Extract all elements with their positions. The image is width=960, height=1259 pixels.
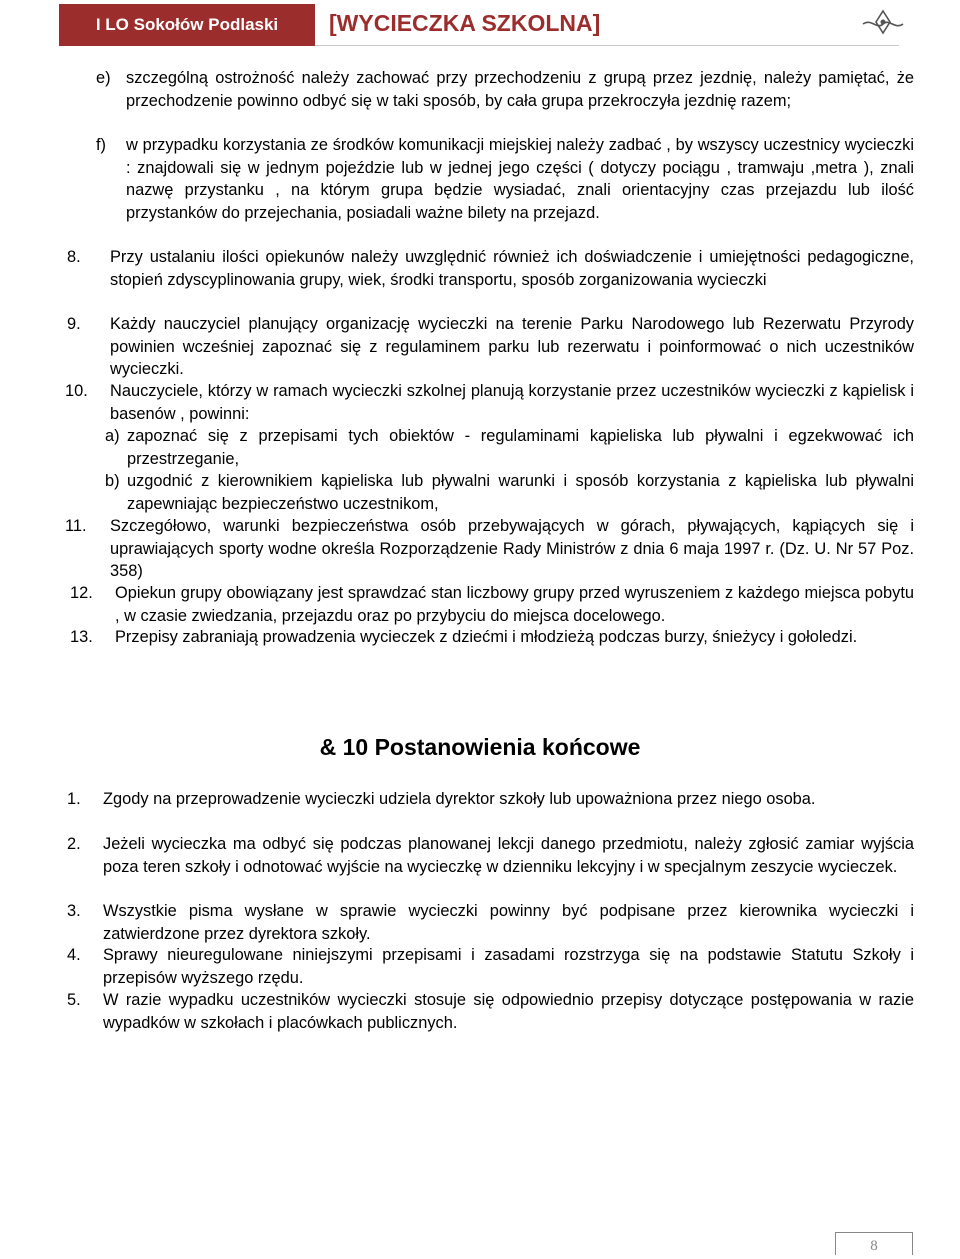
final-item-4: [67, 944, 914, 989]
rule-item-10: [65, 380, 914, 425]
rule-item-8: [67, 246, 914, 291]
rule-item-12: [70, 582, 914, 627]
item-marker: 12.: [70, 584, 93, 602]
page-header: [59, 4, 899, 46]
item-marker: 10.: [65, 382, 88, 400]
item-marker: e): [96, 69, 111, 87]
item-text: Zgody na przeprowadzenie wycieczki udziela dyrektor szkoły lub upoważniona przez niego osoba.: [103, 790, 816, 808]
rule-item-e: [96, 67, 914, 112]
item-text: Sprawy nieuregulowane niniejszymi przepisami i zasadami rozstrzyga się na podstawie Statutu Szkoły i przepisów wyższego rzędu.: [103, 946, 914, 987]
decorative-flourish-icon: [861, 8, 905, 38]
rule-item-10a: [105, 425, 914, 470]
item-marker: a): [105, 427, 120, 445]
item-marker: 4.: [67, 946, 81, 964]
item-text: Przepisy zabraniają prowadzenia wycieczek z dziećmi i młodzieżą podczas burzy, śnieżycy i gołoledzi.: [115, 628, 858, 646]
final-item-3: [67, 900, 914, 945]
final-item-5: [67, 989, 914, 1034]
rule-item-10b: [105, 470, 914, 515]
item-text: Nauczyciele, którzy w ramach wycieczki szkolnej planują korzystanie przez uczestników wycieczki z kąpielisk i basenów , powinni:: [110, 382, 914, 423]
school-name: I LO Sokołów Podlaski: [59, 4, 315, 46]
header-rule: [315, 45, 899, 46]
item-text: w przypadku korzystania ze środków komunikacji miejskiej należy zadbać , by wszyscy uczestnicy wycieczki : znajdowali się w jednym pojeździe lub w jednej jego części ( dotyczy pociągu , tramwaju ,metra ), znali nazwę przystanku , na którym grupa będzie wysiadać, znali orientacyjny czas przejazdu lub ilość przystanków do przejechania, posiadali ważne bilety na przejazd.: [126, 136, 914, 222]
item-text: Opiekun grupy obowiązany jest sprawdzać stan liczbowy grupy przed wyruszeniem z każdego miejsca pobytu , w czasie zwiedzania, przejazdu oraz po przybyciu do miejsca docelowego.: [115, 584, 914, 625]
section-heading: & 10 Postanowienia końcowe: [319, 734, 641, 760]
final-item-2: [67, 833, 914, 878]
item-text: W razie wypadku uczestników wycieczki stosuje się odpowiednio przepisy dotyczące postępowania w razie wypadków w szkołach i placówkach publicznych.: [103, 991, 914, 1032]
item-text: Jeżeli wycieczka ma odbyć się podczas planowanej lekcji danego przedmiotu, należy zgłosić zamiar wyjścia poza teren szkoły i odnotować wyjście na wycieczkę w dzienniku lekcyjny i w specjalnym zeszycie wycieczek.: [103, 835, 914, 876]
item-text: Przy ustalaniu ilości opiekunów należy uwzględnić również ich doświadczenie i umiejętności pedagogiczne, stopień zdyscyplinowania grupy, wiek, środki transportu, sposób zorganizowania wycieczki: [110, 248, 914, 289]
final-item-1: [67, 788, 914, 811]
item-marker: 8.: [67, 248, 81, 266]
item-text: uzgodnić z kierownikiem kąpieliska lub pływalni warunki i sposób korzystania z kąpieliska lub pływalni zapewniając bezpieczeństwo uczestnikom,: [127, 472, 914, 513]
document-title: [WYCIECZKA SZKOLNA]: [329, 10, 601, 36]
item-text: zapoznać się z przepisami tych obiektów - regulaminami kąpieliska lub pływalni i egzekwować ich przestrzeganie,: [127, 427, 914, 468]
item-marker: f): [96, 136, 107, 154]
item-marker: 11.: [65, 517, 87, 535]
item-marker: 13.: [70, 628, 93, 646]
page-number: 8: [835, 1232, 913, 1255]
item-marker: b): [105, 472, 120, 490]
item-marker: 5.: [67, 991, 81, 1009]
rule-item-9: [67, 313, 914, 381]
item-marker: 9.: [67, 315, 81, 333]
item-marker: 2.: [67, 835, 81, 853]
rule-item-f: [96, 134, 914, 224]
item-text: Każdy nauczyciel planujący organizację wycieczki na terenie Parku Narodowego lub Rezerwatu Przyrody powinien wcześniej zapoznać się z regulaminem parku lub rezerwatu i poinformować o nich uczestników wycieczki.: [110, 315, 914, 378]
item-text: Wszystkie pisma wysłane w sprawie wycieczki powinny być podpisane przez kierownika wycieczki i zatwierdzone przez dyrektora szkoły.: [103, 902, 914, 943]
item-marker: 1.: [67, 790, 81, 808]
item-text: Szczegółowo, warunki bezpieczeństwa osób przebywających w górach, pływających, kąpiących się i uprawiających sporty wodne określa Rozporządzenie Rady Ministrów z dnia 6 maja 1997 r. (Dz. U. Nr 57 Poz. 358): [110, 517, 914, 580]
rule-item-11: [65, 515, 914, 583]
item-text: szczególną ostrożność należy zachować przy przechodzeniu z grupą przez jezdnię, należy pamiętać, że przechodzenie powinno odbyć się w taki sposób, by cała grupa przekroczyła jezdnię razem;: [126, 69, 914, 110]
item-marker: 3.: [67, 902, 81, 920]
rule-item-13: [70, 626, 914, 649]
